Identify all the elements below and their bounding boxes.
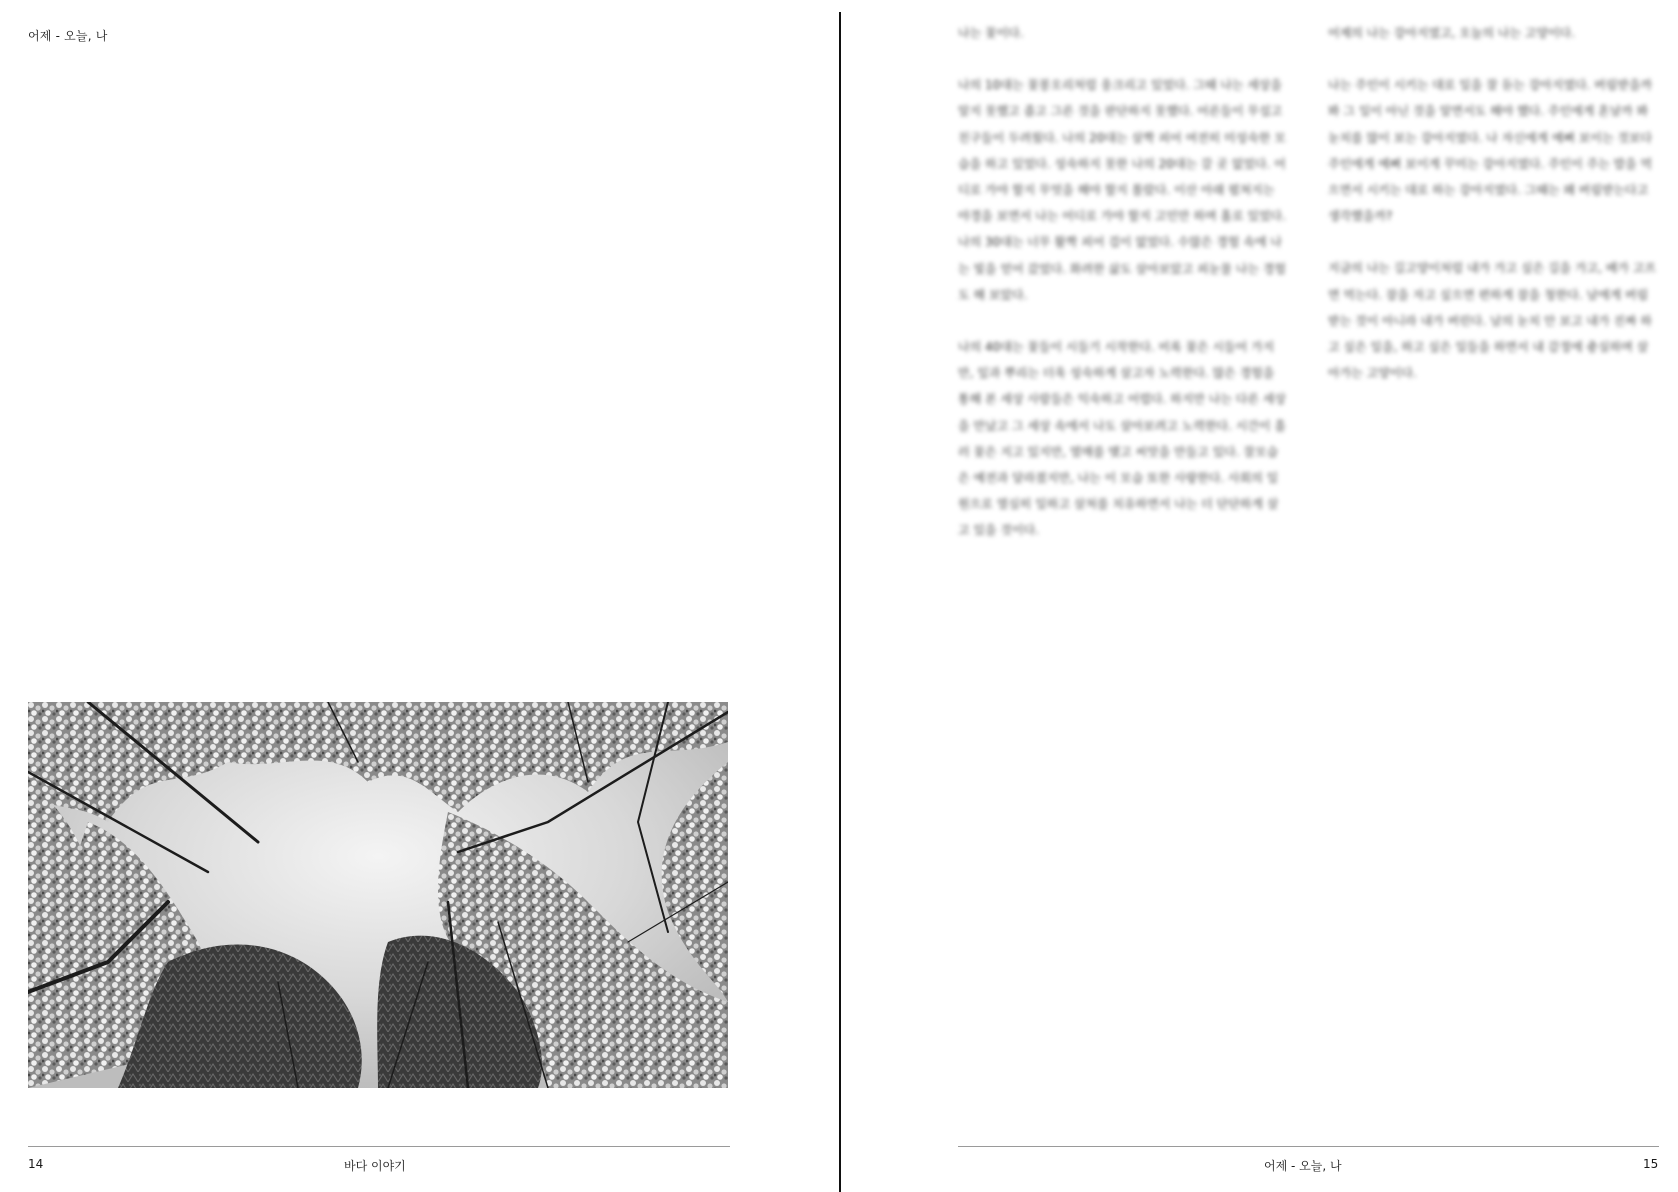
footer-book-title: 바다 이야기 — [344, 1159, 406, 1173]
text-column-2 — [1328, 20, 1658, 412]
paragraph: 어제의 나는 강아지였고, 오늘의 나는 고양이다. — [1328, 26, 1575, 40]
right-page — [842, 0, 1678, 1191]
text-column-1 — [958, 20, 1288, 570]
cherry-blossom-photo — [28, 702, 728, 1088]
footer-chapter-title: 어제 - 오늘, 나 — [1264, 1159, 1342, 1173]
photo-illustration — [28, 702, 728, 1088]
running-head: 어제 - 오늘, 나 — [28, 29, 108, 43]
paragraph: 나는 꽃이다. — [958, 26, 1024, 40]
paragraph: 나의 10대는 꽃봉오리처럼 웅크리고 있었다. 그때 나는 세상을 알지 못했고 좁고 그른 것을 판단하지 못했다. 어른들이 무섭고 친구들이 두려웠다. 나의 20대는 살짝 피어 여전히 미성숙한 모습을 하고 있었다. 성숙하지 못한 나의 20대는 갈 곳 없었다. 어디로 가야 할지 무엇을 해야 할지 몰랐다. 이산 아래 펼쳐지는 야경을 보면서 나는 어디로 가야 할지 고민만 하며 홀로 있었다. 나의 30대는 너무 활짝 피어 겁이 없었다. 수많은 경험 속에 나는 빛을 얻어 갔었다. 화려한 삶도 살아보았고 피눈물 나는 경험도 해 보았다. — [958, 78, 1286, 302]
book-spine — [839, 12, 841, 1192]
paragraph: 나의 40대는 꽃들이 시들기 시작한다. 비록 꽃은 시들어 가지만, 잎과 뿌리는 더욱 성숙하게 살고자 노력한다. 많은 경험을 통해 본 세상 사람들은 익숙하고 어렵다. 하지만 나는 다른 세상을 만났고 그 세상 속에서 나도 살아보려고 노력한다. 시간이 흘러 꽃은 지고 있지만, 열매를 맺고 씨앗을 만들고 있다. 잘모습은 예전과 달라졌지만, 나는 이 모습 또한 사랑한다. 사회의 일원으로 열심히 일하고 살처를 치유하면서 나는 더 단단하게 살고 있을 것이다. — [958, 340, 1286, 538]
page-number-right: 15 — [1643, 1157, 1659, 1171]
page-number-left: 14 — [28, 1157, 44, 1171]
paragraph: 지금의 나는 길고양이처럼 내가 가고 싶은 길을 가고, 배가 고프면 먹는다. 잠을 자고 싶으면 편하게 잠을 청한다. 남에게 버림받는 것이 아니라 내가 버린다. 남의 눈치 안 보고 내가 진짜 하고 싶은 일을, 하고 싶은 일들을 하면서 내 감정에 충실하며 살아가는 고양이다. — [1328, 261, 1656, 381]
paragraph: 나는 주인이 시키는 대로 일을 잘 듣는 강아지였다. 버림받을까 봐 그 일이 아닌 것을 알면서도 해야 했다. 주인에게 혼날까 봐 눈치를 많이 보는 강아지였다. 나 자신에게 예뻐 보이는 것보다 주인에게 예뻐 보이게 꾸미는 강아지였다. 주인이 주는 밥을 먹으면서 시키는 대로 하는 강아지였다. 그때는 왜 버림받는다고 생각했을까? — [1328, 78, 1653, 224]
footer-rule-right — [958, 1146, 1659, 1147]
footer-rule-left — [28, 1146, 730, 1147]
